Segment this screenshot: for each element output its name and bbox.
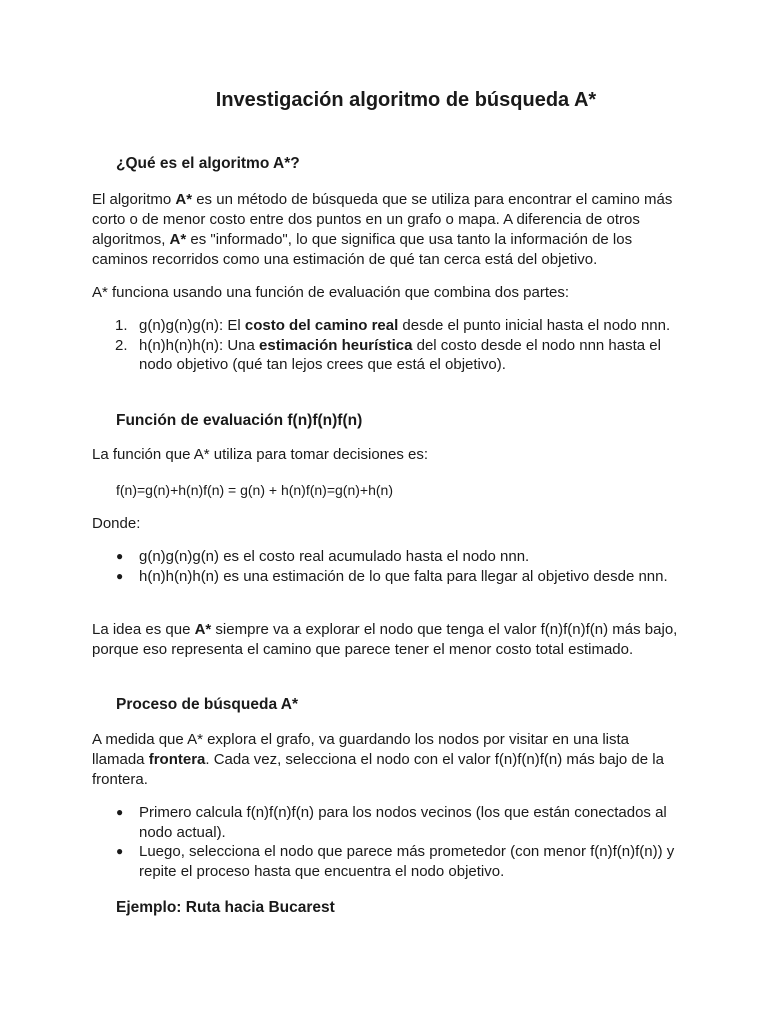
text-run: El algoritmo [92, 191, 176, 208]
paragraph-idea [92, 620, 682, 660]
text-run: Primero calcula f(n)f(n)f(n) para los nodos vecinos (los que están conectados al nodo actual). [139, 804, 667, 841]
bold-term: costo del camino real [244, 317, 399, 334]
text-run: h(n)h(n)h(n): Una [139, 336, 260, 354]
section-heading-que-es: ¿Qué es el algoritmo A*? [116, 155, 300, 172]
section-heading-funcion: Función de evaluación f(n)f(n)f(n) [116, 412, 363, 429]
formula: f(n)=g(n)+h(n)f(n) = g(n) + h(n)f(n)=g(n)+h(n) [116, 482, 393, 498]
bullet-icon: ● [116, 805, 124, 819]
text-run: A medida que A* explora el grafo, va guardando los nodos por visitar en una lista llamada [92, 731, 630, 768]
bold-term: A* [169, 231, 187, 248]
text-run: g(n)g(n)g(n) es el costo real acumulado hasta el nodo nnn. [139, 548, 530, 565]
list-item [92, 803, 682, 842]
numbered-list [92, 316, 682, 375]
list-item [92, 547, 682, 567]
bold-term: A* [194, 621, 212, 638]
bullet-icon: ● [116, 549, 124, 563]
paragraph-intro [92, 190, 682, 270]
list-item [92, 567, 682, 587]
bold-term: frontera [148, 751, 206, 768]
bullet-list [92, 803, 682, 881]
text-run: g(n)g(n)g(n): El [139, 317, 245, 334]
list-item [92, 336, 682, 375]
bullet-list [92, 547, 682, 586]
section-heading-proceso: Proceso de búsqueda A* [116, 696, 299, 713]
text-run: La idea es que [92, 621, 195, 638]
text-run: desde el punto inicial hasta el nodo nnn. [398, 317, 671, 334]
bullet-icon: ● [116, 568, 124, 583]
bullet-icon: ● [116, 844, 124, 858]
paragraph-funciona: A* funciona usando una función de evaluación que combina dos partes: [92, 284, 570, 301]
bold-term: A* [175, 191, 193, 208]
text-run: h(n)h(n)h(n) es una estimación de lo que falta para llegar al objetivo desde nnn. [139, 567, 668, 585]
paragraph-funcion: La función que A* utiliza para tomar decisiones es: [92, 446, 429, 463]
bold-term: estimación heurística [259, 336, 413, 354]
list-item [92, 316, 682, 336]
paragraph-proceso [92, 730, 682, 790]
section-heading-ejemplo: Ejemplo: Ruta hacia Bucarest [116, 899, 335, 916]
paragraph-donde: Donde: [92, 515, 141, 532]
text-run: del costo desde el nodo nnn hasta el nodo objetivo (qué tan lejos crees que está el objetivo). [139, 336, 661, 373]
text-run: siempre va a explorar el nodo que tenga el valor f(n)f(n)f(n) más bajo, porque eso representa el camino que parece tener el menor costo total estimado. [92, 621, 678, 658]
list-item [92, 842, 682, 881]
text-run: . Cada vez, selecciona el nodo con el valor f(n)f(n)f(n) más bajo de la frontera. [92, 751, 664, 788]
text-run: es un método de búsqueda que se utiliza para encontrar el camino más corto o de menor costo entre dos puntos en un grafo o mapa. A diferencia de otros algoritmos, [92, 191, 673, 248]
list-number: 2. [115, 336, 128, 354]
text-run: es "informado", lo que significa que usa tanto la información de los caminos recorridos como una estimación de qué tan cerca está del objetivo. [92, 231, 633, 268]
page-title: Investigación algoritmo de búsqueda A* [215, 89, 597, 111]
text-run: Luego, selecciona el nodo que parece más prometedor (con menor f(n)f(n)f(n)) y repite el proceso hasta que encuentra el nodo objetivo. [139, 843, 675, 880]
list-number: 1. [115, 317, 128, 334]
